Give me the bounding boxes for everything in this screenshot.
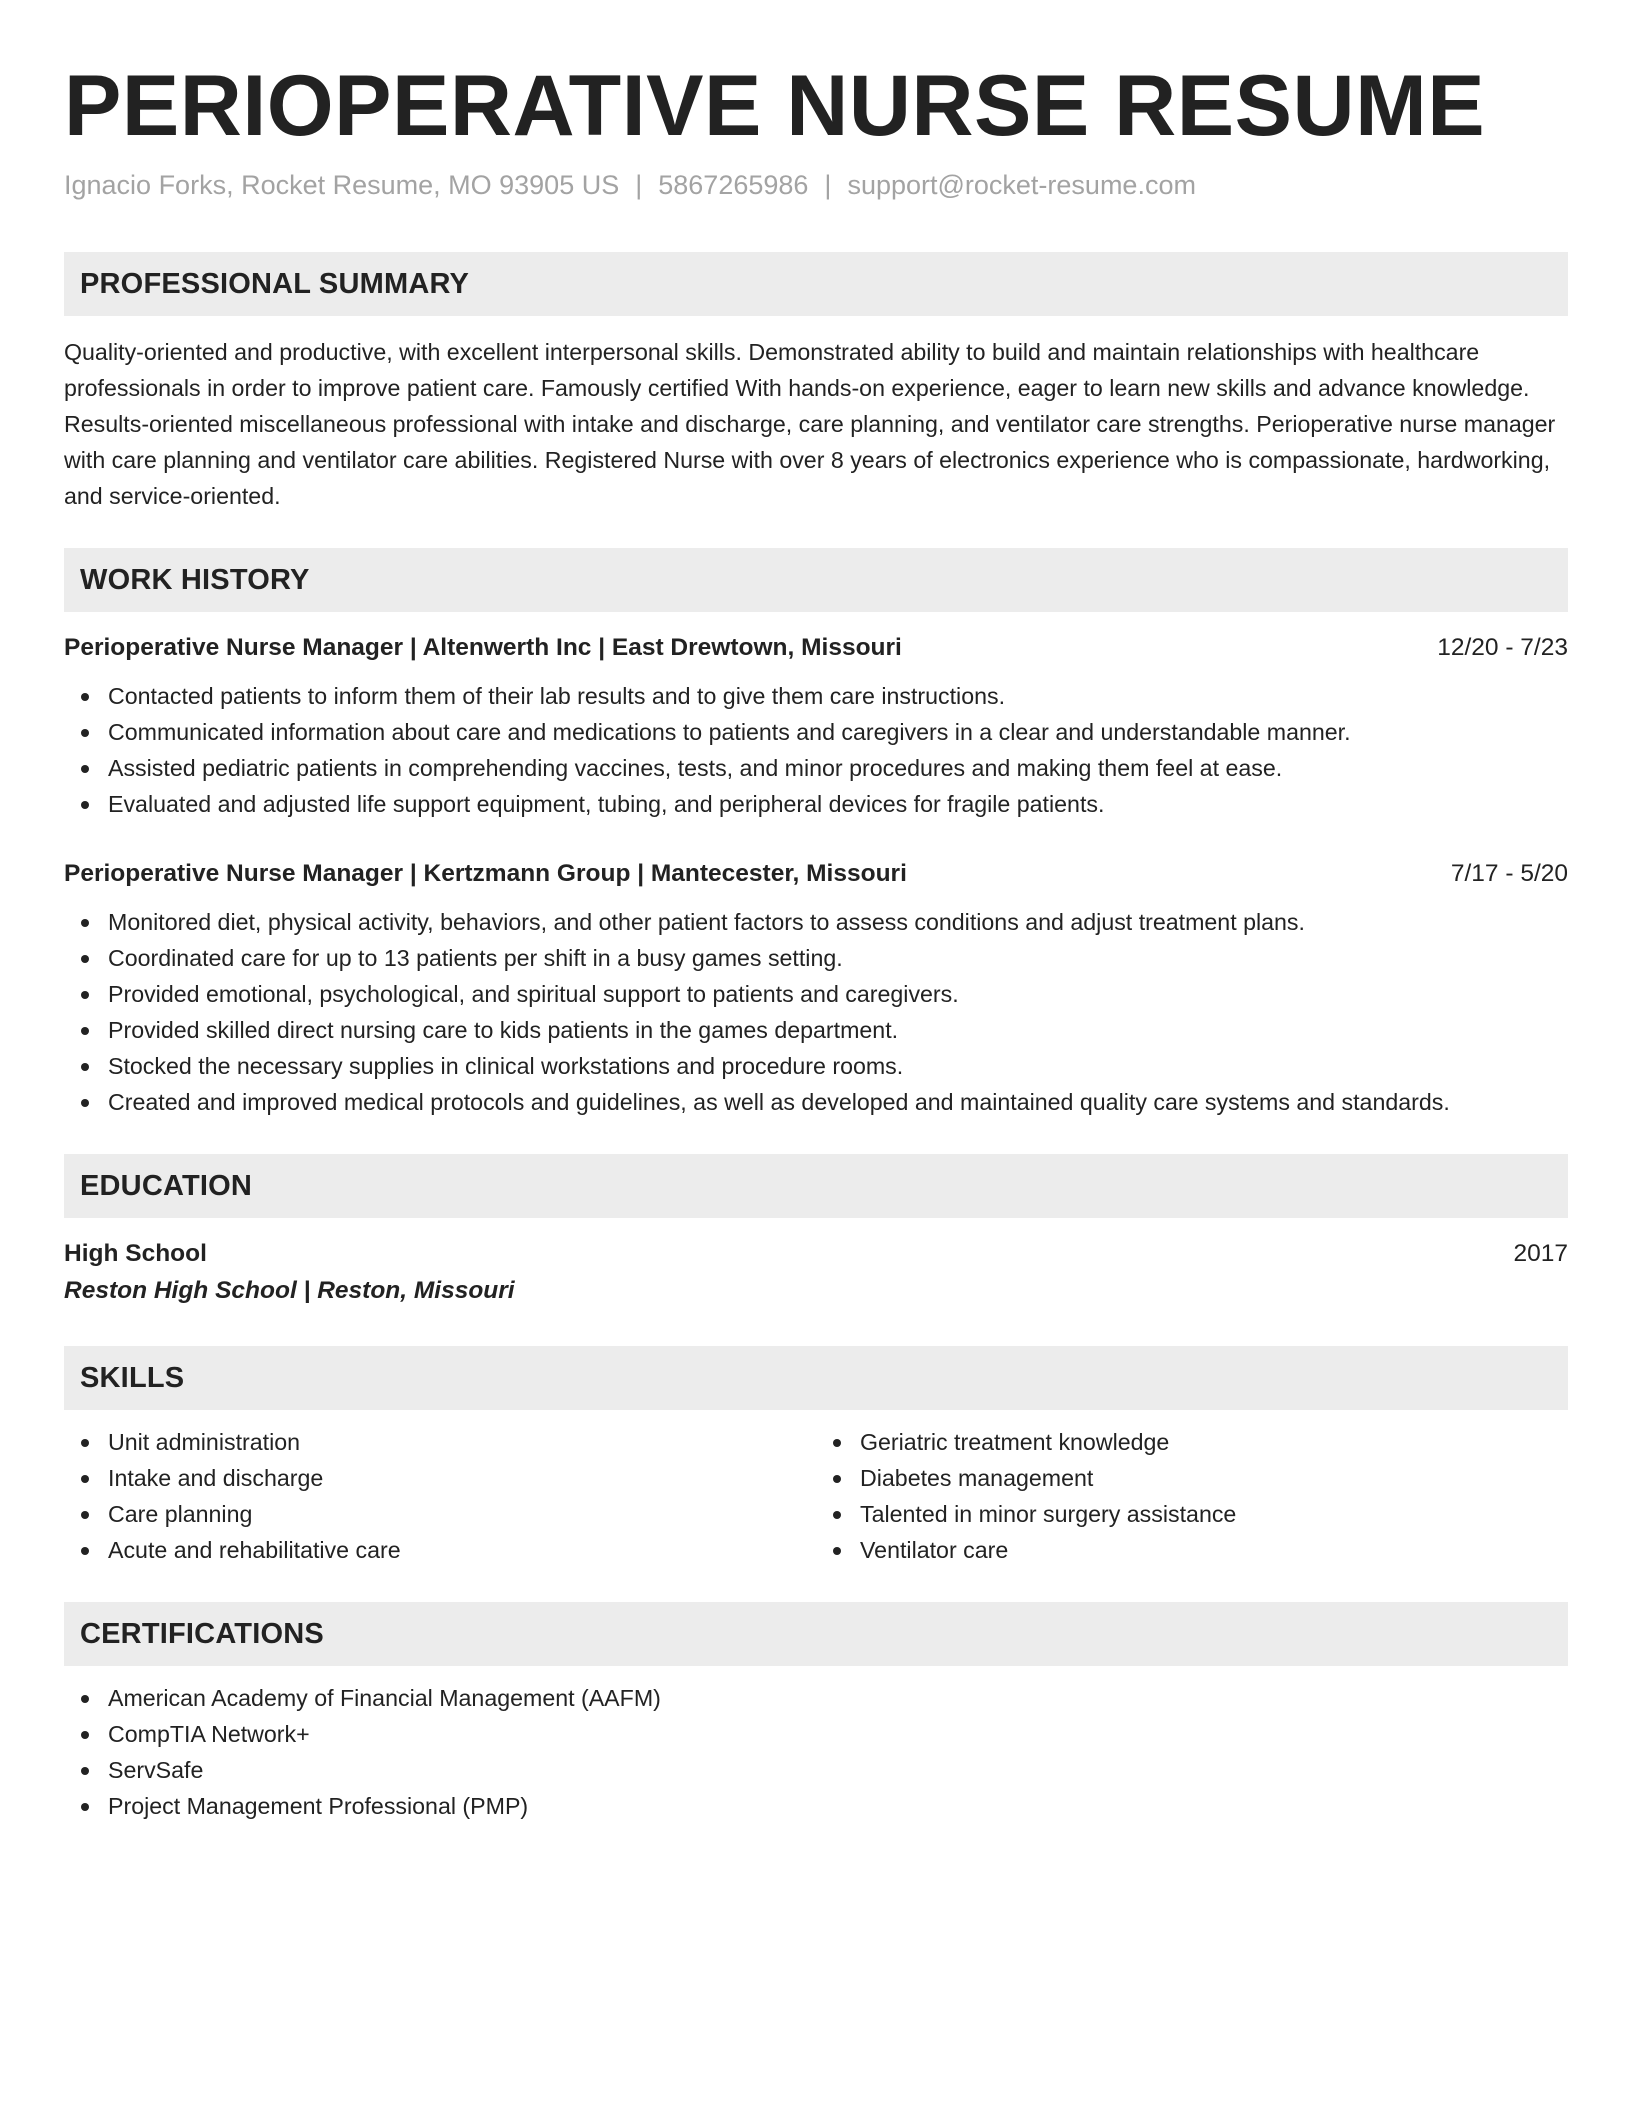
list-item: American Academy of Financial Management (AAFM): [64, 1680, 1568, 1716]
list-item: Talented in minor surgery assistance: [816, 1496, 1568, 1532]
list-item: Created and improved medical protocols and guidelines, as well as developed and maintained quality care systems and standards.: [64, 1084, 1568, 1120]
education-degree: High School: [64, 1240, 207, 1267]
list-item: Provided skilled direct nursing care to kids patients in the games department.: [64, 1012, 1568, 1048]
job-bullets: [64, 904, 1568, 1120]
job-header: [64, 856, 1568, 892]
education-header: [64, 1236, 1568, 1272]
section-heading: CERTIFICATIONS: [64, 1602, 1568, 1666]
contact-address: Ignacio Forks, Rocket Resume, MO 93905 US: [64, 170, 620, 200]
contact-separator: |: [635, 170, 643, 200]
job-header: [64, 630, 1568, 666]
skills-column-right: [816, 1424, 1568, 1568]
list-item: CompTIA Network+: [64, 1716, 1568, 1752]
list-item: Unit administration: [64, 1424, 816, 1460]
list-item: Stocked the necessary supplies in clinical workstations and procedure rooms.: [64, 1048, 1568, 1084]
list-item: Project Management Professional (PMP): [64, 1788, 1568, 1824]
job-entry: [64, 856, 1568, 1120]
certifications-list: [64, 1680, 1568, 1824]
certifications-section: [64, 1602, 1568, 1824]
contact-phone: 5867265986: [658, 170, 809, 200]
job-title: Perioperative Nurse Manager | Altenwerth Inc | East Drewtown, Missouri: [64, 634, 902, 661]
job-dates: 7/17 - 5/20: [1450, 860, 1568, 887]
job-bullets: [64, 678, 1568, 822]
list-item: Care planning: [64, 1496, 816, 1532]
skills-grid: [64, 1424, 1568, 1568]
education-section: [64, 1154, 1568, 1310]
summary-section: [64, 252, 1568, 514]
education-entry: [64, 1236, 1568, 1310]
list-item: Monitored diet, physical activity, behaviors, and other patient factors to assess conditions and adjust treatment plans.: [64, 904, 1568, 940]
list-item: Acute and rehabilitative care: [64, 1532, 816, 1568]
list-item: ServSafe: [64, 1752, 1568, 1788]
list-item: Provided emotional, psychological, and spiritual support to patients and caregivers.: [64, 976, 1568, 1012]
list-item: Evaluated and adjusted life support equipment, tubing, and peripheral devices for fragile patients.: [64, 786, 1568, 822]
section-heading: WORK HISTORY: [64, 548, 1568, 612]
list-item: Communicated information about care and medications to patients and caregivers in a clear and understandable manner.: [64, 714, 1568, 750]
list-item: Geriatric treatment knowledge: [816, 1424, 1568, 1460]
list-item: Diabetes management: [816, 1460, 1568, 1496]
skills-column-left: [64, 1424, 816, 1568]
education-year: 2017: [1513, 1240, 1568, 1267]
job-entry: [64, 630, 1568, 822]
job-dates: 12/20 - 7/23: [1437, 634, 1568, 661]
list-item: Coordinated care for up to 13 patients per shift in a busy games setting.: [64, 940, 1568, 976]
work-history-section: [64, 548, 1568, 1120]
job-title: Perioperative Nurse Manager | Kertzmann Group | Mantecester, Missouri: [64, 860, 907, 887]
summary-text: Quality-oriented and productive, with excellent interpersonal skills. Demonstrated ability to build and maintain relationships with healthcare professionals in order to improve patient care. Famously certified With hands-on experience, eager to learn new skills and advance knowledge. Results-oriented miscellaneous professional with intake and discharge, care planning, and ventilator care strengths. Perioperative nurse manager with care planning and ventilator care abilities. Registered Nurse with over 8 years of electronics experience who is compassionate, hardworking, and service-oriented.: [64, 339, 1556, 509]
list-item: Contacted patients to inform them of their lab results and to give them care instructions.: [64, 678, 1568, 714]
contact-email: support@rocket-resume.com: [847, 170, 1196, 200]
section-heading: PROFESSIONAL SUMMARY: [64, 252, 1568, 316]
skills-section: [64, 1346, 1568, 1568]
section-heading: SKILLS: [64, 1346, 1568, 1410]
list-item: Assisted pediatric patients in comprehending vaccines, tests, and minor procedures and making them feel at ease.: [64, 750, 1568, 786]
contact-separator: |: [824, 170, 832, 200]
section-heading: EDUCATION: [64, 1154, 1568, 1218]
resume-title: PERIOPERATIVE NURSE RESUME: [64, 58, 1486, 154]
list-item: Ventilator care: [816, 1532, 1568, 1568]
education-school: Reston High School | Reston, Missouri: [64, 1277, 515, 1304]
list-item: Intake and discharge: [64, 1460, 816, 1496]
contact-line: [64, 168, 1568, 202]
